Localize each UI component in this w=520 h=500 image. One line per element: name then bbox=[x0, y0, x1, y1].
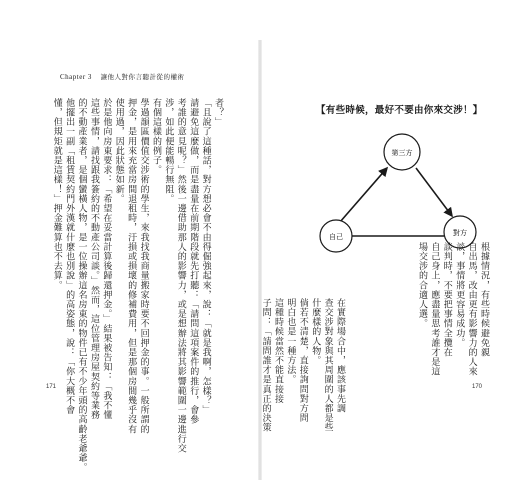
right-page-body-main: 根據情況，有些時候避免親 自出馬，改由更有影響力的人來 談，事情將更容易成功。 談判時，不要把事情全攬在 自己身上，應盡量思考誰才是這 場交涉的合適人選。 bbox=[416, 242, 489, 377]
chapter-title: 讓他人對你言聽計從的權術 bbox=[100, 73, 185, 81]
right-page-number: 170 bbox=[472, 384, 483, 390]
node-third-party bbox=[384, 134, 420, 170]
left-page-body: 者？」 「且說了這種話，對方想必會不由得倔強起來，說：「就是我啊，怎樣？」 請避免這麼做，而是盡量在前期階段就先打聽：「請問這項案件的推行，會參 考誰的意見呢？」然後一邊借助那人的影響力，或是想辦法將其影響範圍一邊進行交 涉，如此便能暢行無阻。 有個這樣的例子。 學過韻區價值交涉術的學生，來我找我商量搬家時要不回押金的事。一般所謂的 押金，是用來充當房間退租時，汙損或損壞的修補費用，但是那個房間幾乎沒有 使用過，因此狀態如新。 於是他向房東要求：「希望在妥當計算後歸還押金。」結果被告知：「我不懂 這些事情，請找跟我簽約的不動產公司談。」然而，這位管理房屋契約等業務 的不動產業者，是個蠻橫人物，是一位操辦這名房東的物件已有不少年頭的高齡老爺爺。 他擺出一副「租賃契約門外漢就什麼也別說」的高姿態，說：「你大概不會 懂，但規矩就是這樣！」押金難算也不去算。 bbox=[51, 98, 223, 473]
right-page-body-sub: 在實際場合中，應該事先調 查交涉對象與其周圍的人都是些 什麼樣的人物。 倘若不清楚，直接詢問對方問 明白也是一種方法。 這種時候當然不能直接接 子問：「請問誰才是真正的決策 bbox=[260, 298, 345, 433]
section-banner: 【有些時候，最好不要由你來交涉！】 bbox=[316, 105, 483, 116]
left-page-number: 171 bbox=[46, 384, 57, 390]
arrow-self-to-third bbox=[340, 168, 387, 222]
chapter-header bbox=[60, 72, 185, 81]
relationship-diagram bbox=[312, 128, 502, 258]
chapter-number: Chapter 3 bbox=[60, 73, 92, 81]
node-self bbox=[320, 220, 352, 252]
node-third-party-label: 第三方 bbox=[391, 149, 413, 157]
node-other-label: 對方 bbox=[453, 229, 467, 237]
arrow-third-to-other bbox=[416, 168, 452, 216]
node-self-label: 自己 bbox=[329, 233, 343, 241]
